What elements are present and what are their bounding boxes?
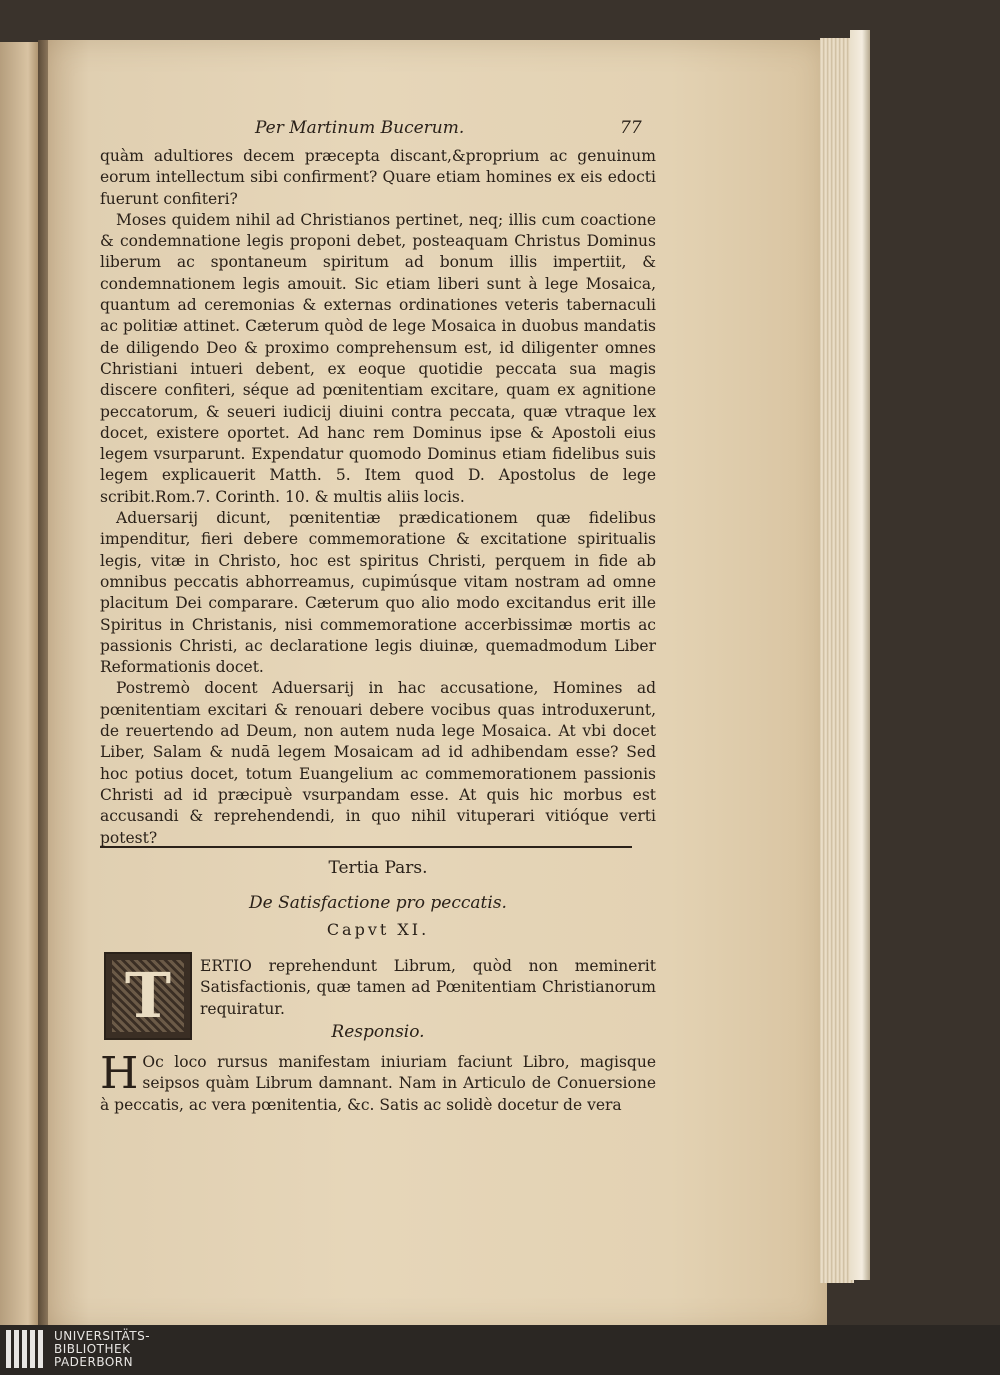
library-name-line: UNIVERSITÄTS- [54,1329,151,1343]
book-binding [850,30,870,1280]
paragraph: Moses quidem nihil ad Christianos pertinet, neq; illis cum coactione & condemnatione legis proponi debet, posteaquam Christus Dominus liberum ac spontaneum spiritum ad bonum illis impertiit, & condemnationem legis amouit. Sic etiam liberi sunt à lege Mosaica, quantum ad ceremonias & externas ordinationes veteris tabernaculi ac politiæ attinet. Cæterum quòd de lege Mosaica in duobus mandatis de diligendo Deo & proximo comprehensum est, id diligenter omnes Christiani intueri debent, ex eoque quotidie peccata sua magis discere confiteri, séque ad pœnitentiam excitare, quam ex agnitione peccatorum, & seueri iudicij diuini contra peccata, quæ vtraque lex docet, existere oportet. Ad hanc rem Dominus ipse & Apostoli eius legem vsurparunt. Expendatur quomodo Dominus etiam fidelibus suis legem explicauerit Matth. 5. Item quod D. Apostolus de lege scribit.Rom.7. Corinth. 10. & multis aliis locis. [100,210,656,506]
paragraph: Postremò docent Aduersarij in hac accusatione, Homines ad pœnitentiam excitari & renouari debere vocibus quas introduxerunt, de reuertendo ad Deum, non autem nuda lege Mosaica. At vbi docet Liber, Salam & nudā legem Mosaicam ad id adhibendam esse? Sed hoc potius docet, totum Euangelium ac commemorationem passionis Christi ad id præcipuè vsurpandam esse. At quis hic morbus est accusandi & reprehendendi, in quo nihil vituperari vitióque verti potest? [100,679,656,847]
library-name [54,1330,150,1369]
response-text [100,1048,656,1116]
page-number: 77 [620,118,642,138]
left-page-edge [0,42,40,1325]
response-initial: H [100,1048,139,1099]
responsio-heading: Responsio. [331,1022,425,1042]
book-gutter [38,40,48,1325]
running-head: Per Martinum Bucerum. [255,118,465,138]
paragraph: quàm adultiores decem præcepta discant,&proprium ac genuinum eorum intellectum sibi confirment? Quare etiam homines ex eis edocti fuerunt confiteri? [100,147,656,208]
paragraph: Aduersarij dicunt, pœnitentiæ prædicationem quæ fidelibus impenditur, fieri debere commemoratione & excitatione spiritualis legis, vitæ in Christo, hoc est spiritus Christi, perquem in fide ab omnibus peccatis abhorreamus, cupimúsque vitam nostram ad omne placitum Dei comparare. Cæterum quo alio modo excitandus erit ille Spiritus in Christanis, nisi commemoratione accerbissimæ mortis ac passionis Christi, ac declaratione legis diuinæ, quemadmodum Liber Reformationis docet. [100,509,656,677]
response-body: Oc loco rursus manifestam iniuriam faciunt Libro, magisque seipsos quàm Librum damnant. Nam in Articulo de Conuersione à peccatis, ac vera pœnitentia, &c. Satis ac solidè docetur de vera [100,1053,656,1114]
initial-letter: T [124,959,172,1032]
section-divider [100,846,632,848]
page-fore-edge [820,38,854,1283]
section-title: De Satisfactione pro peccatis. [249,893,507,913]
body-text [100,146,656,849]
part-title: Tertia Pars. [328,858,428,878]
chapter-heading: Capvt XI. [326,920,430,939]
library-name-line: BIBLIOTHEK [54,1342,131,1356]
library-name-line: PADERBORN [54,1355,134,1369]
library-logo-icon [6,1330,46,1368]
chapter-intro: ERTIO reprehendunt Librum, quòd non meminerit Satisfactionis, quæ tamen ad Pœnitentiam Christianorum requiratur. [200,957,656,1018]
